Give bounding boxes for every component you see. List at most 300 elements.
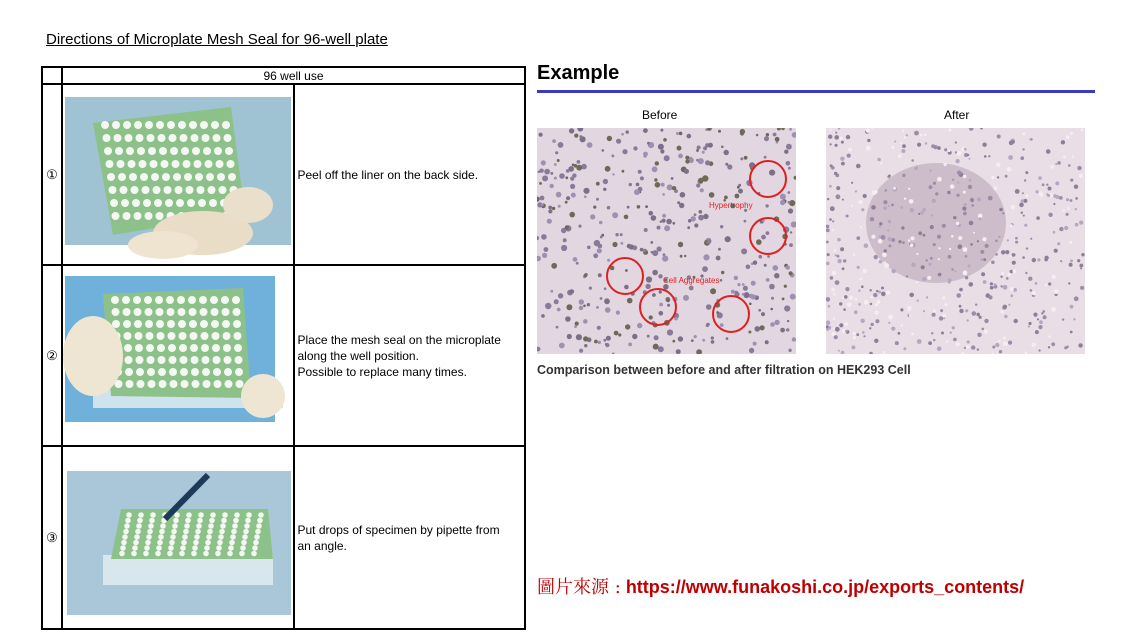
- cell-speck: [926, 259, 928, 261]
- cell-speck: [632, 334, 637, 339]
- well: [192, 545, 198, 551]
- cell-speck: [1063, 155, 1066, 158]
- cell-speck: [556, 326, 559, 329]
- cell-speck: [969, 179, 972, 182]
- cell-speck: [638, 170, 642, 174]
- cell-speck: [1014, 319, 1018, 323]
- cell-speck: [539, 182, 542, 185]
- cell-speck: [756, 134, 759, 137]
- cell-speck: [548, 206, 552, 210]
- cell-speck: [556, 192, 562, 198]
- cell-speck: [573, 257, 578, 262]
- cell-speck: [735, 291, 738, 294]
- cell-speck: [839, 137, 842, 140]
- cell-speck: [920, 134, 923, 137]
- cell-speck: [841, 141, 844, 144]
- well: [165, 199, 173, 207]
- cell-speck: [1020, 156, 1024, 160]
- cell-speck: [1070, 259, 1073, 262]
- cell-speck: [846, 135, 850, 139]
- cell-speck: [709, 192, 715, 198]
- cell-speck: [976, 313, 980, 317]
- cell-speck: [683, 295, 689, 301]
- cell-speck: [666, 219, 672, 225]
- cell-speck: [911, 159, 914, 162]
- cell-speck: [637, 205, 641, 209]
- cell-speck: [737, 186, 740, 189]
- cell-speck: [938, 273, 942, 277]
- cell-speck: [644, 228, 648, 232]
- cell-speck: [1001, 285, 1003, 287]
- well: [232, 296, 240, 304]
- cell-speck: [965, 309, 968, 312]
- well: [200, 121, 208, 129]
- cell-speck: [569, 212, 575, 218]
- cell-speck: [985, 244, 989, 248]
- cell-speck: [971, 345, 975, 349]
- well: [164, 186, 172, 194]
- cell-speck: [906, 134, 908, 136]
- cell-speck: [863, 194, 867, 198]
- cell-speck: [766, 278, 770, 282]
- cell-speck: [775, 137, 780, 142]
- cell-speck: [574, 325, 577, 328]
- well: [232, 523, 238, 529]
- cell-speck: [883, 200, 887, 204]
- cell-speck: [901, 149, 905, 153]
- cell-speck: [875, 303, 878, 306]
- well: [148, 147, 156, 155]
- cell-speck: [951, 268, 953, 270]
- well: [168, 332, 176, 340]
- cell-speck: [836, 186, 840, 190]
- cell-speck: [570, 184, 575, 189]
- cell-speck: [1066, 135, 1070, 139]
- cell-speck: [1025, 171, 1028, 174]
- cell-speck: [967, 319, 969, 321]
- cell-speck: [948, 149, 951, 152]
- cell-speck: [769, 170, 775, 176]
- cell-speck: [1011, 205, 1015, 209]
- cell-speck: [895, 341, 899, 345]
- cell-speck: [909, 293, 914, 298]
- cell-speck: [1063, 209, 1065, 211]
- well: [139, 160, 147, 168]
- cell-speck: [956, 222, 959, 225]
- example-divider: [537, 90, 1095, 93]
- image-source: [537, 573, 1024, 599]
- cell-speck: [649, 211, 654, 216]
- cell-speck: [1033, 313, 1037, 317]
- cell-speck: [558, 142, 564, 148]
- well: [199, 296, 207, 304]
- well: [151, 173, 159, 181]
- cell-speck: [1030, 289, 1033, 292]
- cell-speck: [971, 199, 974, 202]
- cell-speck: [787, 191, 790, 194]
- cell-speck: [552, 207, 555, 210]
- cell-speck: [561, 245, 567, 251]
- cell-speck: [691, 339, 694, 342]
- cell-speck: [870, 217, 874, 221]
- cell-speck: [727, 164, 732, 169]
- cell-speck: [922, 277, 926, 281]
- well: [258, 512, 264, 518]
- cell-speck: [640, 176, 644, 180]
- cell-speck: [911, 332, 914, 335]
- well: [201, 332, 209, 340]
- cell-speck: [1077, 259, 1080, 262]
- cell-speck: [908, 239, 911, 242]
- cell-speck: [1070, 199, 1073, 202]
- cell-speck: [941, 332, 944, 335]
- cell-speck: [993, 283, 996, 286]
- cell-speck: [931, 332, 933, 334]
- cell-speck: [920, 211, 923, 214]
- cell-speck: [735, 194, 740, 199]
- well: [154, 199, 162, 207]
- cell-speck: [1081, 253, 1084, 256]
- cell-speck: [657, 246, 662, 251]
- cell-speck: [554, 299, 559, 304]
- well: [233, 518, 239, 524]
- cell-speck: [830, 129, 832, 131]
- cell-speck: [607, 136, 612, 141]
- cell-speck: [1025, 195, 1028, 198]
- cell-speck: [870, 296, 873, 299]
- cell-speck: [969, 221, 974, 226]
- cell-speck: [955, 342, 959, 346]
- cell-speck: [851, 182, 853, 184]
- well: [225, 147, 233, 155]
- cell-speck: [963, 191, 966, 194]
- source-url[interactable]: https://www.funakoshi.co.jp/exports_contents/: [625, 577, 1025, 597]
- cell-speck: [1054, 289, 1059, 294]
- cell-speck: [874, 190, 878, 194]
- cell-speck: [981, 272, 985, 276]
- cell-speck: [1039, 320, 1043, 324]
- cell-speck: [676, 349, 681, 354]
- step-description: Place the mesh seal on the microplate along the well position. Possible to replace many times.: [294, 265, 526, 446]
- well: [169, 540, 175, 546]
- cell-speck: [780, 200, 785, 205]
- cell-speck: [956, 293, 961, 298]
- cell-speck: [645, 284, 650, 289]
- cell-speck: [1070, 132, 1073, 135]
- table-header-row: [42, 67, 525, 84]
- cell-speck: [1010, 255, 1012, 257]
- cell-speck: [702, 151, 705, 154]
- cell-speck: [786, 265, 790, 269]
- cell-speck: [948, 129, 951, 132]
- cell-speck: [705, 160, 710, 165]
- cell-speck: [1059, 227, 1063, 231]
- well: [143, 199, 151, 207]
- well: [234, 332, 242, 340]
- cell-speck: [1031, 343, 1035, 347]
- well: [246, 512, 252, 518]
- well: [125, 518, 131, 524]
- cell-speck: [937, 346, 942, 351]
- cell-speck: [833, 327, 835, 329]
- cell-speck: [702, 266, 708, 272]
- well: [168, 545, 174, 551]
- cell-speck: [1039, 349, 1041, 351]
- cell-speck: [910, 244, 913, 247]
- cell-speck: [666, 299, 670, 303]
- cell-speck: [856, 164, 861, 169]
- cell-speck: [620, 233, 623, 236]
- cell-speck: [602, 149, 605, 152]
- well: [195, 529, 201, 535]
- cell-speck: [742, 293, 745, 296]
- cell-speck: [1055, 181, 1059, 185]
- well: [168, 344, 176, 352]
- cell-speck: [1032, 291, 1036, 295]
- well: [129, 173, 137, 181]
- cell-speck: [569, 128, 574, 133]
- cell-speck: [647, 142, 650, 145]
- cell-speck: [554, 177, 557, 180]
- cell-speck: [877, 300, 881, 304]
- well: [158, 134, 166, 142]
- cell-speck: [858, 303, 861, 306]
- cell-speck: [916, 253, 918, 255]
- cell-speck: [923, 234, 926, 237]
- well: [186, 512, 192, 518]
- cell-speck: [1046, 184, 1048, 186]
- cell-speck: [1004, 315, 1007, 318]
- cell-speck: [583, 336, 588, 341]
- place-seal-photo: [63, 266, 293, 440]
- cell-speck: [887, 229, 889, 231]
- well: [217, 540, 223, 546]
- cell-speck: [554, 163, 557, 166]
- cell-speck: [694, 223, 698, 227]
- well: [107, 173, 115, 181]
- cell-speck: [626, 130, 629, 133]
- well: [117, 160, 125, 168]
- well: [256, 523, 262, 529]
- cell-speck: [1077, 166, 1081, 170]
- cell-speck: [637, 323, 642, 328]
- well: [218, 534, 224, 540]
- cell-speck: [1055, 163, 1057, 165]
- well: [134, 320, 142, 328]
- well: [137, 518, 143, 524]
- cell-speck: [579, 135, 582, 138]
- well: [224, 368, 232, 376]
- cell-speck: [969, 282, 974, 287]
- cell-speck: [967, 154, 969, 156]
- cell-speck: [957, 171, 961, 175]
- cell-speck: [703, 254, 709, 260]
- cell-speck: [1038, 176, 1042, 180]
- cell-speck: [928, 263, 931, 266]
- well: [242, 534, 248, 540]
- cell-speck: [579, 306, 584, 311]
- well: [255, 529, 261, 535]
- cell-speck: [790, 231, 792, 233]
- cell-speck: [789, 271, 793, 275]
- cell-speck: [1023, 215, 1025, 217]
- cell-speck: [977, 240, 979, 242]
- well: [145, 121, 153, 129]
- cell-speck: [902, 144, 906, 148]
- cell-speck: [663, 138, 667, 142]
- well: [181, 380, 189, 388]
- cell-speck: [758, 309, 761, 312]
- cell-speck: [882, 253, 887, 258]
- cell-speck: [703, 146, 707, 150]
- cell-speck: [914, 166, 918, 170]
- cell-speck: [679, 203, 684, 208]
- well: [143, 551, 149, 557]
- cell-speck: [930, 257, 933, 260]
- cell-speck: [828, 135, 832, 139]
- cell-speck: [929, 170, 931, 172]
- example-title: Example: [537, 62, 620, 84]
- cell-speck: [851, 345, 855, 349]
- cell-speck: [916, 281, 918, 283]
- cell-speck: [738, 189, 743, 194]
- well: [167, 308, 175, 316]
- cell-speck: [662, 193, 665, 196]
- cell-speck: [1053, 231, 1056, 234]
- well: [161, 160, 169, 168]
- cell-speck: [593, 253, 598, 258]
- cell-speck: [571, 193, 576, 198]
- cell-speck: [596, 306, 599, 309]
- cell-speck: [999, 350, 1002, 353]
- well: [198, 199, 206, 207]
- cell-speck: [1008, 273, 1011, 276]
- well: [124, 523, 130, 529]
- cell-speck: [786, 161, 791, 166]
- cell-speck: [1048, 346, 1050, 348]
- cell-speck: [831, 166, 835, 170]
- cell-speck: [596, 182, 600, 186]
- cell-speck: [654, 178, 657, 181]
- cell-speck: [944, 303, 947, 306]
- well: [200, 320, 208, 328]
- well: [236, 380, 244, 388]
- well: [203, 551, 209, 557]
- well: [191, 134, 199, 142]
- cell-speck: [540, 196, 545, 201]
- cell-speck: [636, 183, 640, 187]
- cell-speck: [1015, 189, 1020, 194]
- well: [125, 356, 133, 364]
- cell-speck: [773, 265, 779, 271]
- well: [111, 296, 119, 304]
- cell-speck: [893, 187, 896, 190]
- cell-speck: [983, 280, 987, 284]
- well: [203, 380, 211, 388]
- cell-speck: [839, 323, 843, 327]
- cell-speck: [603, 188, 606, 191]
- after-micrograph: [826, 128, 1085, 354]
- cell-speck: [964, 148, 967, 151]
- cell-speck: [847, 154, 851, 158]
- well: [169, 356, 177, 364]
- cell-speck: [662, 256, 668, 262]
- well: [134, 308, 142, 316]
- well: [145, 540, 151, 546]
- well: [194, 160, 202, 168]
- cell-speck: [749, 348, 754, 353]
- well: [215, 551, 221, 557]
- cell-speck: [629, 244, 634, 249]
- cell-speck: [864, 300, 868, 304]
- well: [183, 160, 191, 168]
- well: [173, 518, 179, 524]
- cell-speck: [984, 155, 987, 158]
- well: [133, 296, 141, 304]
- cell-speck: [977, 197, 981, 201]
- cell-speck: [667, 184, 673, 190]
- cell-speck: [965, 255, 968, 258]
- cell-speck: [1010, 224, 1013, 227]
- cell-speck: [737, 283, 740, 286]
- well: [233, 320, 241, 328]
- well: [167, 121, 175, 129]
- well: [110, 199, 118, 207]
- cell-speck: [942, 296, 945, 299]
- cell-speck: [888, 220, 892, 224]
- well: [170, 534, 176, 540]
- cell-speck: [1078, 343, 1082, 347]
- well: [126, 512, 132, 518]
- steps-table: [41, 66, 526, 630]
- cell-speck: [831, 288, 835, 292]
- cell-speck: [612, 173, 614, 175]
- cell-speck: [751, 294, 756, 299]
- cell-speck: [933, 309, 936, 312]
- cell-speck: [875, 311, 879, 315]
- well: [243, 529, 249, 535]
- well: [181, 147, 189, 155]
- well: [180, 356, 188, 364]
- cell-speck: [1079, 264, 1083, 268]
- cell-speck: [684, 169, 689, 174]
- cell-speck: [576, 262, 579, 265]
- cell-speck: [734, 276, 738, 280]
- cell-speck: [1075, 208, 1077, 210]
- cell-speck: [1069, 241, 1072, 244]
- cell-speck: [576, 165, 582, 171]
- cell-speck: [1028, 322, 1031, 325]
- cell-speck: [879, 222, 882, 225]
- cell-speck: [871, 235, 875, 239]
- cell-speck: [662, 219, 666, 223]
- cell-speck: [784, 305, 790, 311]
- cell-speck: [829, 218, 832, 221]
- cell-speck: [622, 170, 625, 173]
- cell-speck: [764, 156, 767, 159]
- cell-speck: [751, 281, 756, 286]
- well: [172, 160, 180, 168]
- cell-speck: [567, 334, 572, 339]
- cell-speck: [1028, 325, 1030, 327]
- cell-speck: [744, 156, 748, 160]
- cell-speck: [860, 278, 863, 281]
- cell-speck: [1000, 276, 1002, 278]
- cell-speck: [1068, 282, 1070, 284]
- well: [257, 518, 263, 524]
- well: [137, 147, 145, 155]
- cell-speck: [938, 258, 940, 260]
